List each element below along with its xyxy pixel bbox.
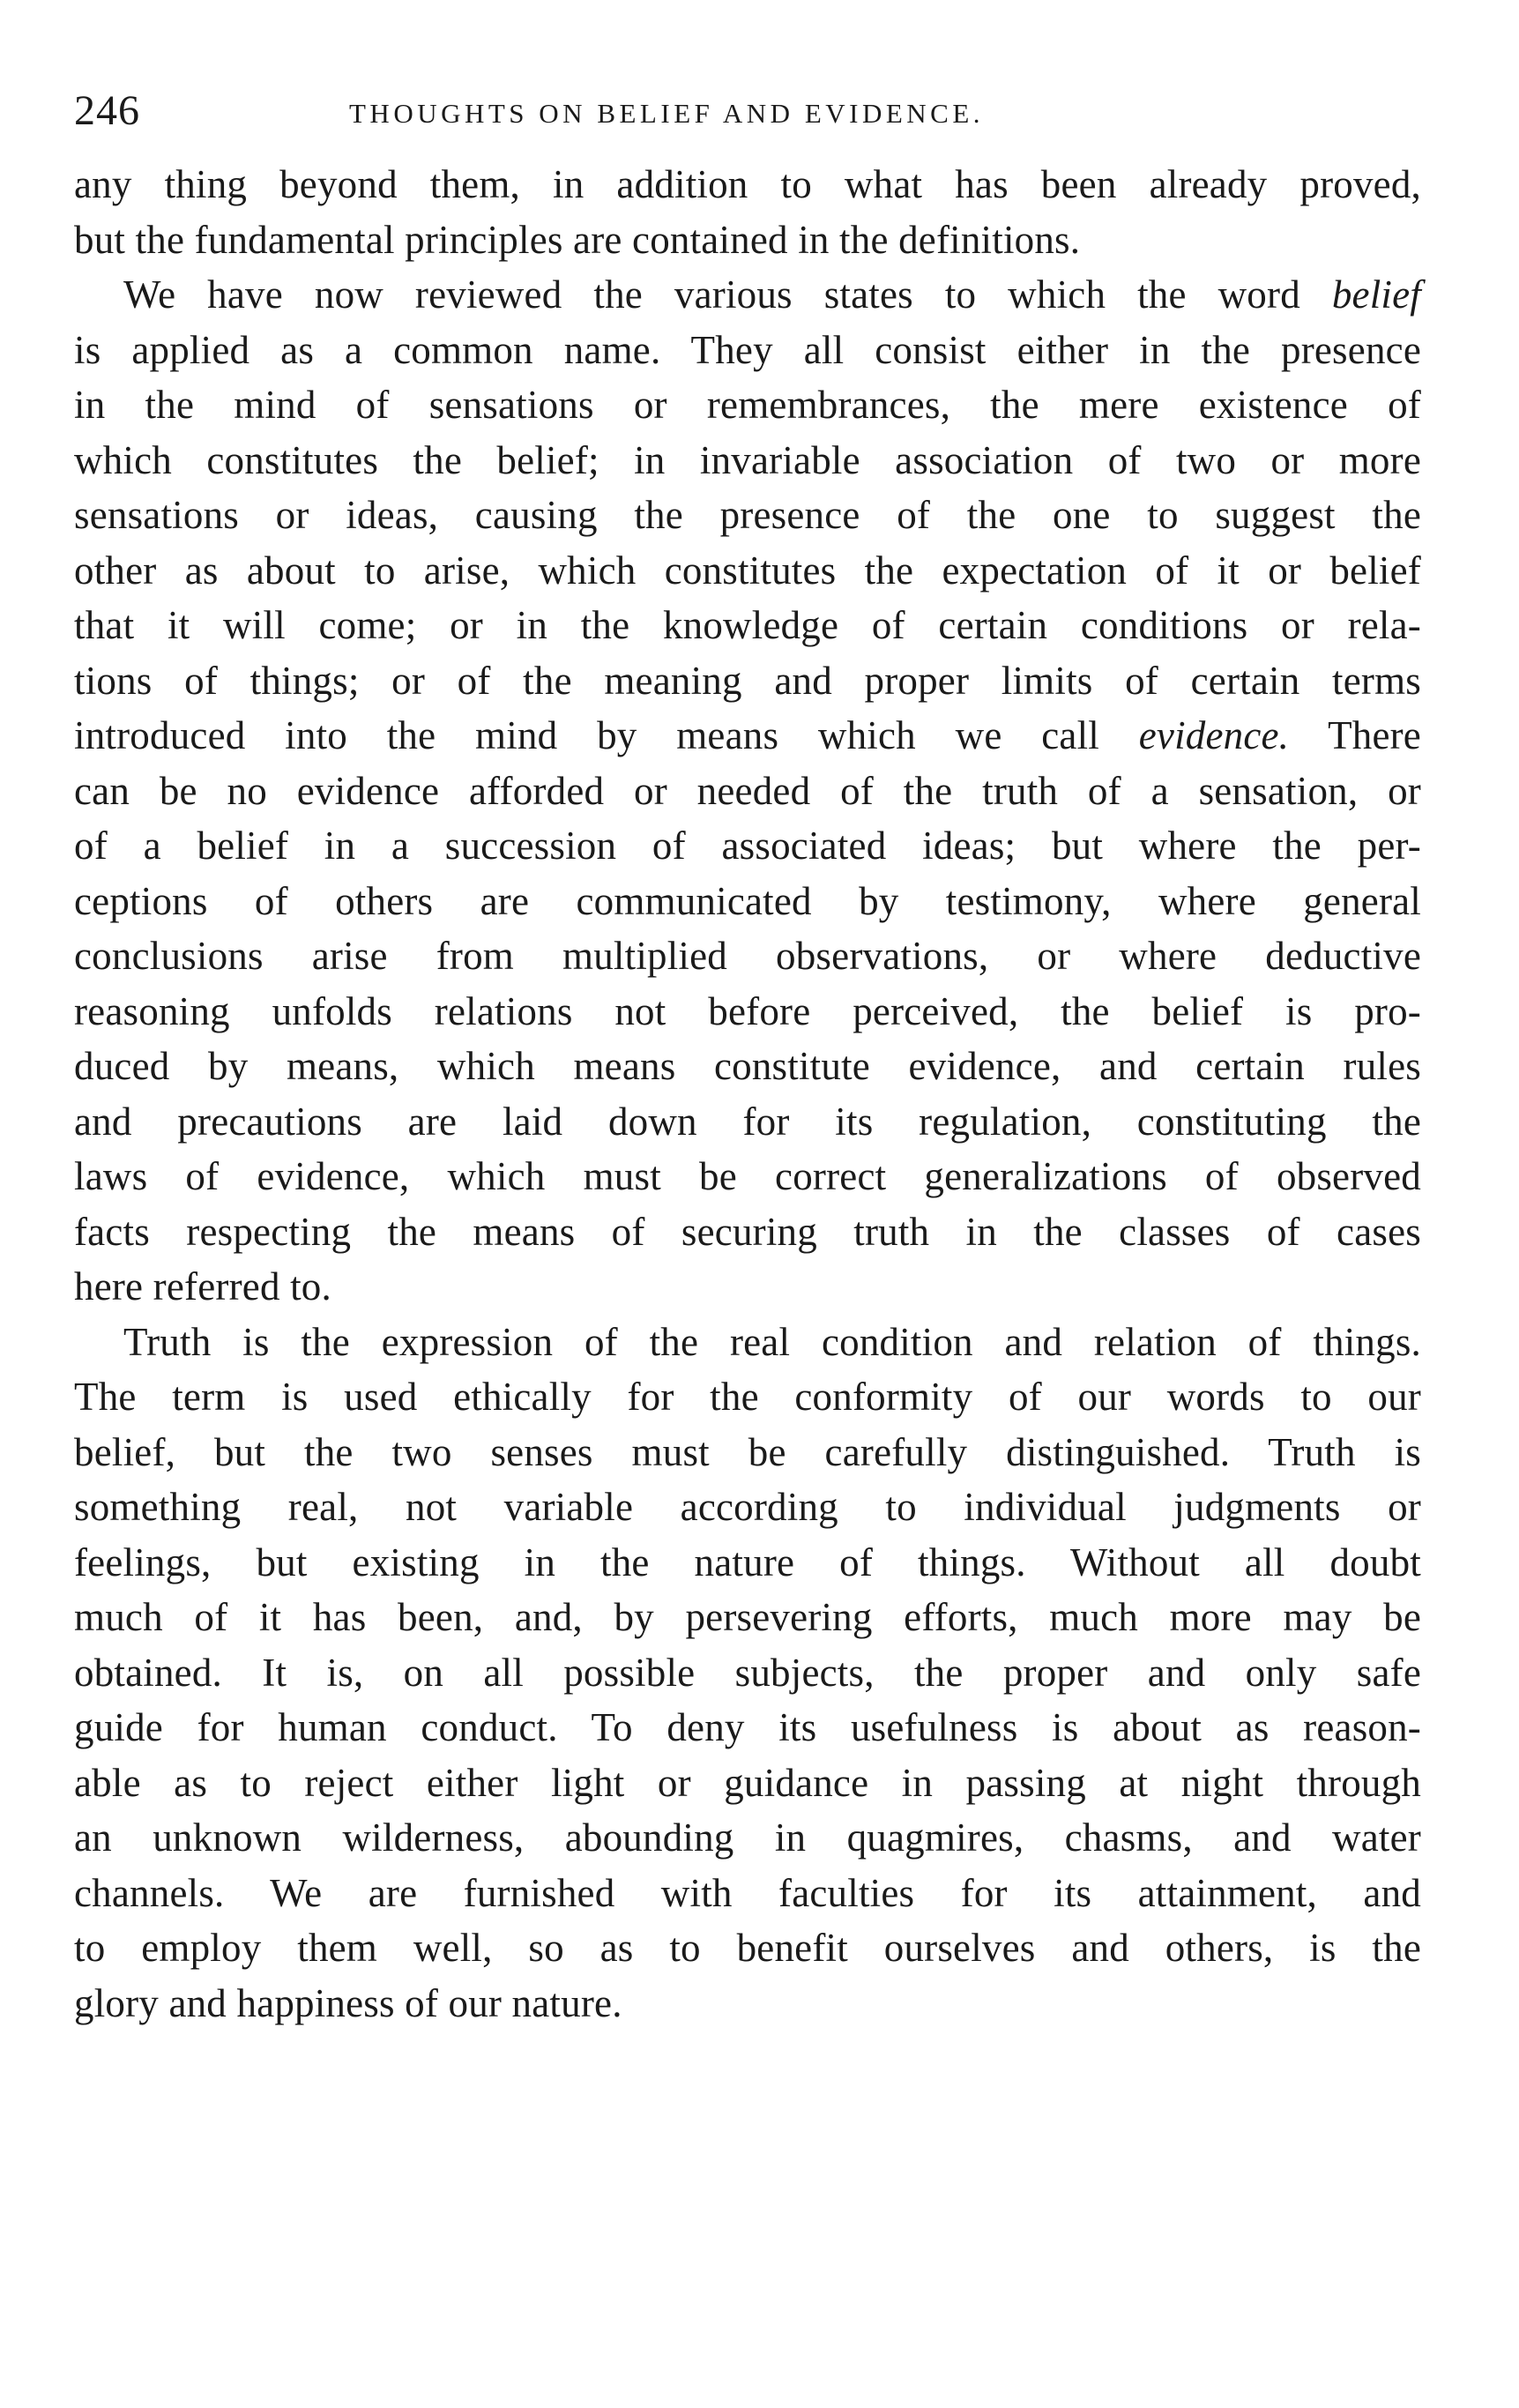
text-line: able as to reject either light or guidance in passing at night through <box>74 1760 1421 1805</box>
text-line: in the mind of sensations or remembrances, the mere existence of <box>74 383 1421 427</box>
text-line: can be no evidence afforded or needed of the truth of a sensation, or <box>74 768 1421 813</box>
text-line: much of it has been, and, by persevering efforts, much more may be <box>74 1595 1421 1639</box>
text-line: tions of things; or of the meaning and proper limits of certain terms <box>74 658 1421 703</box>
text-line: is applied as a common name. They all consist either in the presence <box>74 327 1421 372</box>
text-line: which constitutes the belief; in invariable association of two or more <box>74 437 1421 482</box>
text-line: ceptions of others are communicated by testimony, where general <box>74 878 1421 923</box>
page-number: 246 <box>74 87 140 134</box>
text-line-segment: introduced into the mind by means which we call <box>74 713 1139 757</box>
text-line: duced by means, which means constitute evidence, and certain rules <box>74 1044 1421 1088</box>
text-line: Truth is the expression of the real condition and relation of things. <box>123 1319 1421 1364</box>
text-line: conclusions arise from multiplied observations, or where deductive <box>74 934 1421 978</box>
text-line: guide for human conduct. To deny its usefulness is about as reason- <box>74 1705 1421 1749</box>
book-page <box>74 85 1421 2031</box>
text-line: channels. We are furnished with faculties for its attainment, and <box>74 1870 1421 1915</box>
running-head <box>74 85 1421 138</box>
text-line: here referred to. <box>74 1264 331 1308</box>
italic-term: belief <box>1331 272 1421 317</box>
text-line: to employ them well, so as to benefit ourselves and others, is the <box>74 1926 1421 1970</box>
text-line: an unknown wilderness, abounding in quagmires, chasms, and water <box>74 1815 1421 1860</box>
text-line <box>74 267 1421 323</box>
text-line: obtained. It is, on all possible subjects, the proper and only safe <box>74 1650 1421 1695</box>
text-line: belief, but the two senses must be carefully distinguished. Truth is <box>74 1429 1421 1474</box>
text-line: but the fundamental principles are contained in the definitions. <box>74 217 1081 262</box>
text-line-segment: There <box>1289 713 1421 757</box>
text-line: that it will come; or in the knowledge of certain conditions or rela- <box>74 603 1421 647</box>
italic-term: evidence. <box>1138 713 1290 757</box>
text-line: something real, not variable according to individual judgments or <box>74 1485 1421 1529</box>
text-line: of a belief in a succession of associated ideas; but where the per- <box>74 824 1421 868</box>
text-line: reasoning unfolds relations not before perceived, the belief is pro- <box>74 988 1421 1033</box>
text-line: other as about to arise, which constitutes the expectation of it or belief <box>74 548 1421 593</box>
text-line: feelings, but existing in the nature of things. Without all doubt <box>74 1539 1421 1584</box>
text-line: The term is used ethically for the conformity of our words to our <box>74 1375 1421 1419</box>
text-line <box>74 708 1421 764</box>
text-line: sensations or ideas, causing the presence of the one to suggest the <box>74 493 1421 537</box>
text-line-segment: We have now reviewed the various states to which the word <box>123 272 1332 317</box>
text-line: any thing beyond them, in addition to what has been already proved, <box>74 162 1421 206</box>
text-line: laws of evidence, which must be correct generalizations of observed <box>74 1154 1421 1198</box>
running-title: THOUGHTS ON BELIEF AND EVIDENCE. <box>349 98 985 129</box>
text-line: glory and happiness of our nature. <box>74 1980 622 2025</box>
text-line: facts respecting the means of securing truth in the classes of cases <box>74 1209 1421 1254</box>
text-line: and precautions are laid down for its regulation, constituting the <box>74 1099 1421 1144</box>
body-text <box>74 157 1421 2031</box>
